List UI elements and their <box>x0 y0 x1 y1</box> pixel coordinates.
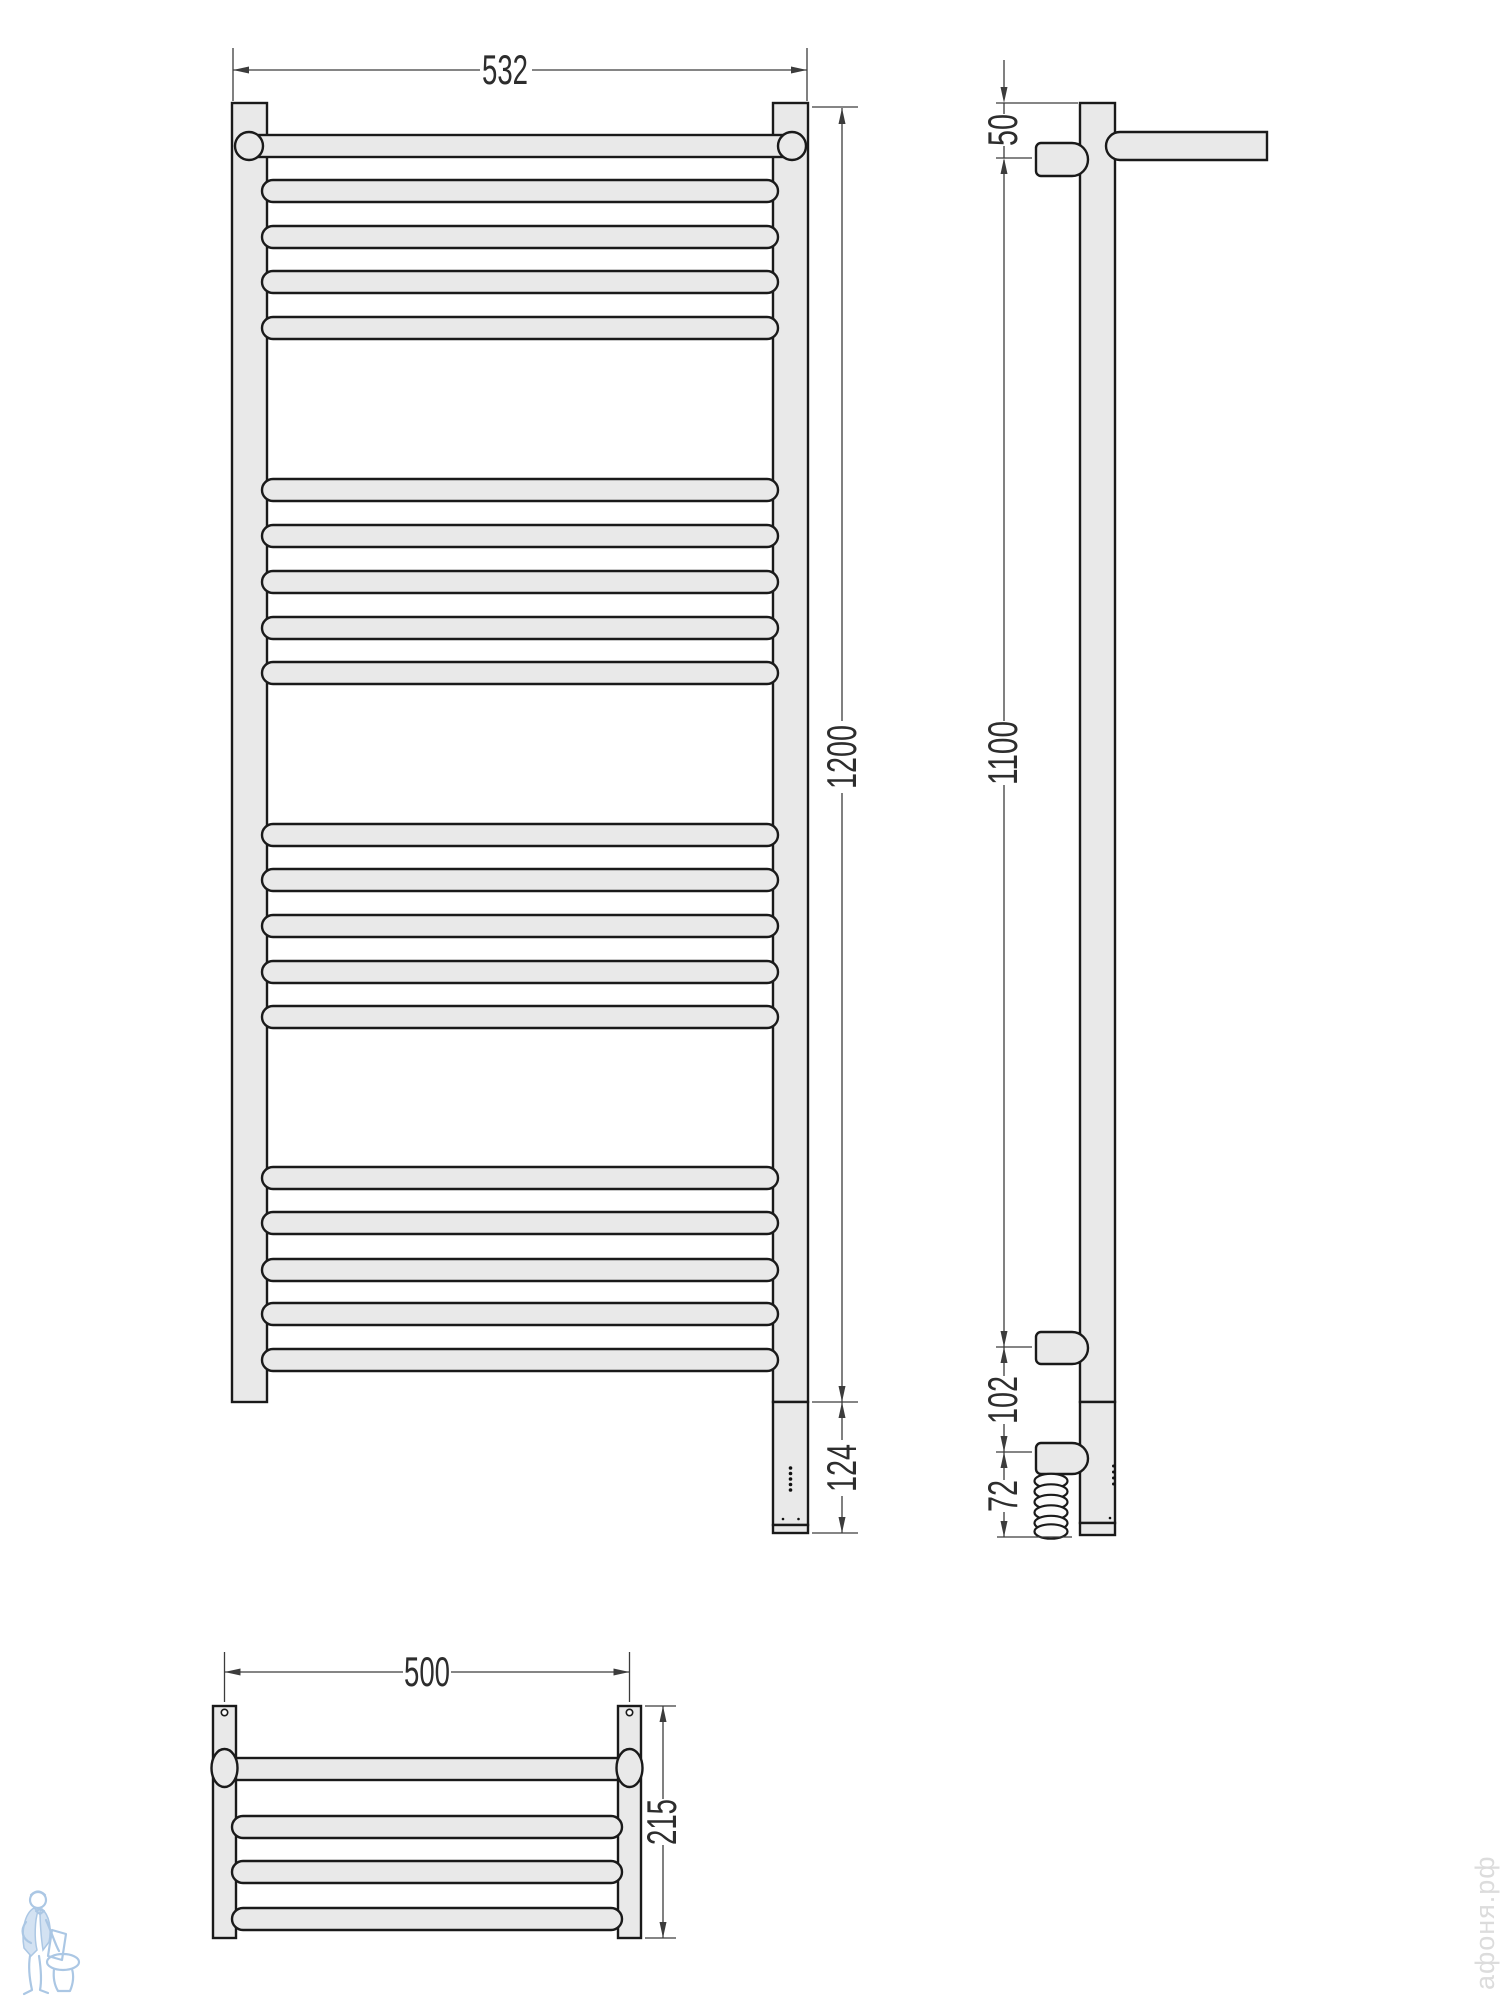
front-rungs-group <box>262 180 778 1371</box>
bottom-top-tube <box>236 1758 618 1780</box>
bottom-right-screw-hole <box>626 1709 632 1715</box>
front-rung <box>262 662 778 684</box>
bottom-tubes-group <box>232 1816 622 1930</box>
power-cable-coil <box>1035 1474 1068 1539</box>
front-right-bracket-circle <box>778 132 806 160</box>
front-rung <box>262 617 778 639</box>
bottom-view-tube <box>232 1908 622 1930</box>
side-rail <box>1080 103 1115 1402</box>
front-rung <box>262 1303 778 1325</box>
heater-housing <box>773 1402 808 1525</box>
side-top-bracket-cap <box>1036 143 1088 176</box>
bottom-view-tube <box>232 1861 622 1883</box>
bottom-left-bracket-boss <box>212 1749 238 1787</box>
front-rung <box>262 317 778 339</box>
front-rung <box>262 915 778 937</box>
plumber-logo-watermark <box>23 1892 79 1995</box>
bottom-right-bracket-boss <box>617 1749 643 1787</box>
heater-housing-cap <box>773 1525 808 1533</box>
side-electric-cap <box>1036 1443 1088 1474</box>
front-left-bracket-circle <box>235 132 263 160</box>
front-rung <box>262 571 778 593</box>
front-rung <box>262 1259 778 1281</box>
side-view <box>1035 103 1268 1539</box>
dim-front-width: 532 <box>482 46 528 93</box>
dim-front-height: 1200 <box>818 695 865 789</box>
side-bottom-bracket-cap <box>1036 1332 1088 1364</box>
front-rung <box>262 961 778 983</box>
dim-bracket-span: 1100 <box>979 694 1026 785</box>
front-view <box>232 103 808 1533</box>
site-watermark-text: афоня.рф <box>1470 1855 1500 1990</box>
front-rung <box>262 869 778 891</box>
front-rung <box>262 1212 778 1234</box>
front-rung <box>262 226 778 248</box>
bottom-view-tube <box>232 1816 622 1838</box>
dim-top-to-bracket: 50 <box>979 99 1026 146</box>
front-rung <box>262 525 778 547</box>
dim-heater-to-bottom: 72 <box>979 1465 1026 1512</box>
front-rung <box>262 824 778 846</box>
front-rung <box>262 1006 778 1028</box>
front-rung <box>262 271 778 293</box>
dim-heater-section: 124 <box>818 1421 865 1492</box>
dim-depth: 215 <box>638 1774 685 1845</box>
front-rung <box>262 479 778 501</box>
front-left-rail <box>232 103 267 1402</box>
front-rung <box>262 1349 778 1371</box>
side-wall-bracket-arm <box>1106 132 1267 160</box>
bottom-left-screw-hole <box>221 1709 227 1715</box>
front-right-rail <box>773 103 808 1402</box>
side-heater-housing-cap <box>1080 1523 1115 1535</box>
front-top-bar <box>249 135 792 157</box>
dim-bracket-to-heater: 102 <box>979 1353 1026 1424</box>
front-rung <box>262 1167 778 1189</box>
front-rung <box>262 180 778 202</box>
dim-mounting-width: 500 <box>404 1648 450 1695</box>
bottom-view <box>212 1706 643 1938</box>
